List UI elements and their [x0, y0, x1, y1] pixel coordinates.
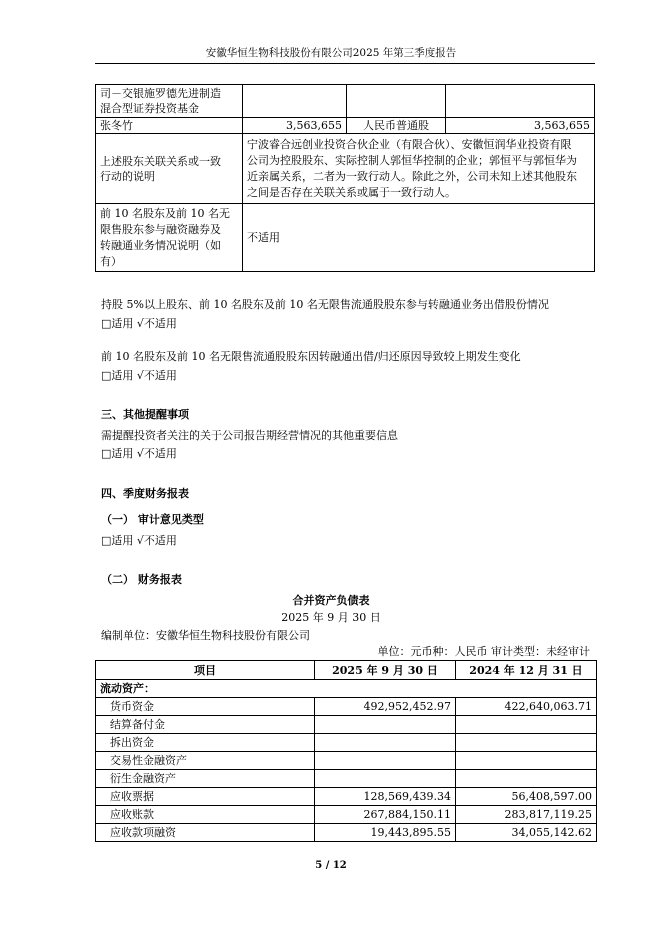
col-header-2024: 2024 年 12 月 31 日 [456, 661, 597, 680]
value-2025-cell: 19,443,895.55 [315, 824, 456, 842]
lending-shares-options: □适用 √不适用 [101, 317, 177, 330]
value-2024-cell [456, 770, 597, 788]
balance-sheet-table [95, 660, 597, 842]
page-header: 安徽华恒生物科技股份有限公司2025 年第三季度报告 [205, 47, 457, 59]
lending-change-options: □适用 √不适用 [101, 369, 177, 382]
item-cell: 衍生金融资产 [96, 770, 315, 788]
preparer: 编制单位：安徽华恒生物科技股份有限公司 [101, 629, 310, 642]
subsection-title: （二） 财务报表 [101, 573, 182, 586]
shareholder-name-line: 司－交银施罗德先进制造 [100, 87, 221, 100]
section-title: 三、其他提醒事项 [101, 408, 189, 421]
relation-text-line: 宁波睿合远创业投资合伙企业（有限合伙）、安徽恒润华业投资有限 [247, 137, 572, 151]
table-row [96, 204, 595, 272]
share-type-cell: 人民币普通股 [347, 118, 446, 134]
page-number: 5 / 12 [315, 860, 347, 871]
item-cell: 结算备付金 [96, 716, 315, 734]
balance-sheet-date: 2025 年 9 月 30 日 [281, 611, 381, 624]
value-2024-cell [456, 752, 597, 770]
table-header-row [96, 661, 597, 680]
relation-text-line: 近亲属关系，二者为一致行动人。除此之外，公司未知上述其他股东 [247, 169, 577, 183]
item-cell: 货币资金 [96, 698, 315, 716]
item-cell: 应收款项融资 [96, 824, 315, 842]
balance-sheet-title: 合并资产负债表 [292, 594, 370, 607]
value-2024-cell: 56,408,597.00 [456, 788, 597, 806]
table-row [96, 118, 595, 134]
lending-change-text: 前 10 名股东及前 10 名无限售流通股股东因转融通出借/归还原因导致较上期发生变化 [101, 350, 521, 363]
section-title: 四、季度财务报表 [101, 487, 189, 500]
share-count-cell: 3,563,655 [446, 118, 595, 134]
section-label: 流动资产： [96, 680, 597, 698]
table-row [96, 752, 597, 770]
shareholder-name-cell: 张冬竹 [96, 118, 243, 134]
item-cell: 应收票据 [96, 788, 315, 806]
table-row [96, 134, 595, 204]
col-header-2025: 2025 年 9 月 30 日 [315, 661, 456, 680]
shares-cell: 3,563,655 [243, 118, 347, 134]
lending-shares-text: 持股 5%以上股东、前 10 名股东及前 10 名无限售流通股股东参与转融通业务出借股份情况 [101, 298, 549, 311]
value-2025-cell [315, 734, 456, 752]
table-row [96, 824, 597, 842]
header-rule [95, 63, 595, 64]
table-row [96, 734, 597, 752]
reminder-options: □适用 √不适用 [101, 447, 177, 460]
value-2025-cell: 267,884,150.11 [315, 806, 456, 824]
value-2024-cell [456, 734, 597, 752]
relation-text-line: 公司为控股股东、实际控制人郭恒华控制的企业；郭恒平与郭恒华为 [247, 153, 577, 167]
reminder-text: 需提醒投资者关注的关于公司报告期经营情况的其他重要信息 [101, 429, 398, 442]
col-header-item: 项目 [96, 661, 315, 680]
table-row [96, 698, 597, 716]
margin-label-line: 转融通业务情况说明（如 [100, 238, 221, 252]
margin-label-line: 前 10 名股东及前 10 名无 [100, 206, 230, 220]
value-2025-cell [315, 770, 456, 788]
table-row [96, 806, 597, 824]
shareholder-name-line: 混合型证券投资基金 [100, 102, 199, 115]
relation-label-cell [96, 134, 243, 204]
item-cell: 拆出资金 [96, 734, 315, 752]
table-row [96, 680, 597, 698]
item-cell: 交易性金融资产 [96, 752, 315, 770]
units-note: 单位：元币种：人民币 审计类型：未经审计 [377, 645, 590, 658]
value-2024-cell: 34,055,142.62 [456, 824, 597, 842]
value-2024-cell: 283,817,119.25 [456, 806, 597, 824]
value-2025-cell: 492,952,452.97 [315, 698, 456, 716]
table-row [96, 788, 597, 806]
relation-text-cell [243, 134, 595, 204]
margin-label-line: 有） [100, 254, 122, 268]
shareholder-table [95, 84, 595, 272]
value-2025-cell: 128,569,439.34 [315, 788, 456, 806]
value-2024-cell: 422,640,063.71 [456, 698, 597, 716]
margin-label-cell [96, 204, 243, 272]
subsection-title: （一） 审计意见类型 [101, 513, 204, 526]
margin-value-cell: 不适用 [243, 204, 595, 272]
value-2024-cell [456, 716, 597, 734]
relation-text-line: 之间是否存在关联关系或属于一致行动人。 [247, 185, 456, 199]
table-row [96, 770, 597, 788]
audit-options: □适用 √不适用 [101, 534, 177, 547]
shareholder-name-cell [96, 85, 243, 118]
item-cell: 应收账款 [96, 806, 315, 824]
table-row [96, 716, 597, 734]
relation-label-line: 行动的说明 [100, 169, 155, 183]
margin-label-line: 限售股东参与融资融券及 [100, 222, 221, 236]
relation-label-line: 上述股东关联关系或一致 [100, 154, 221, 168]
value-2025-cell [315, 716, 456, 734]
table-row [96, 85, 595, 118]
value-2025-cell [315, 752, 456, 770]
